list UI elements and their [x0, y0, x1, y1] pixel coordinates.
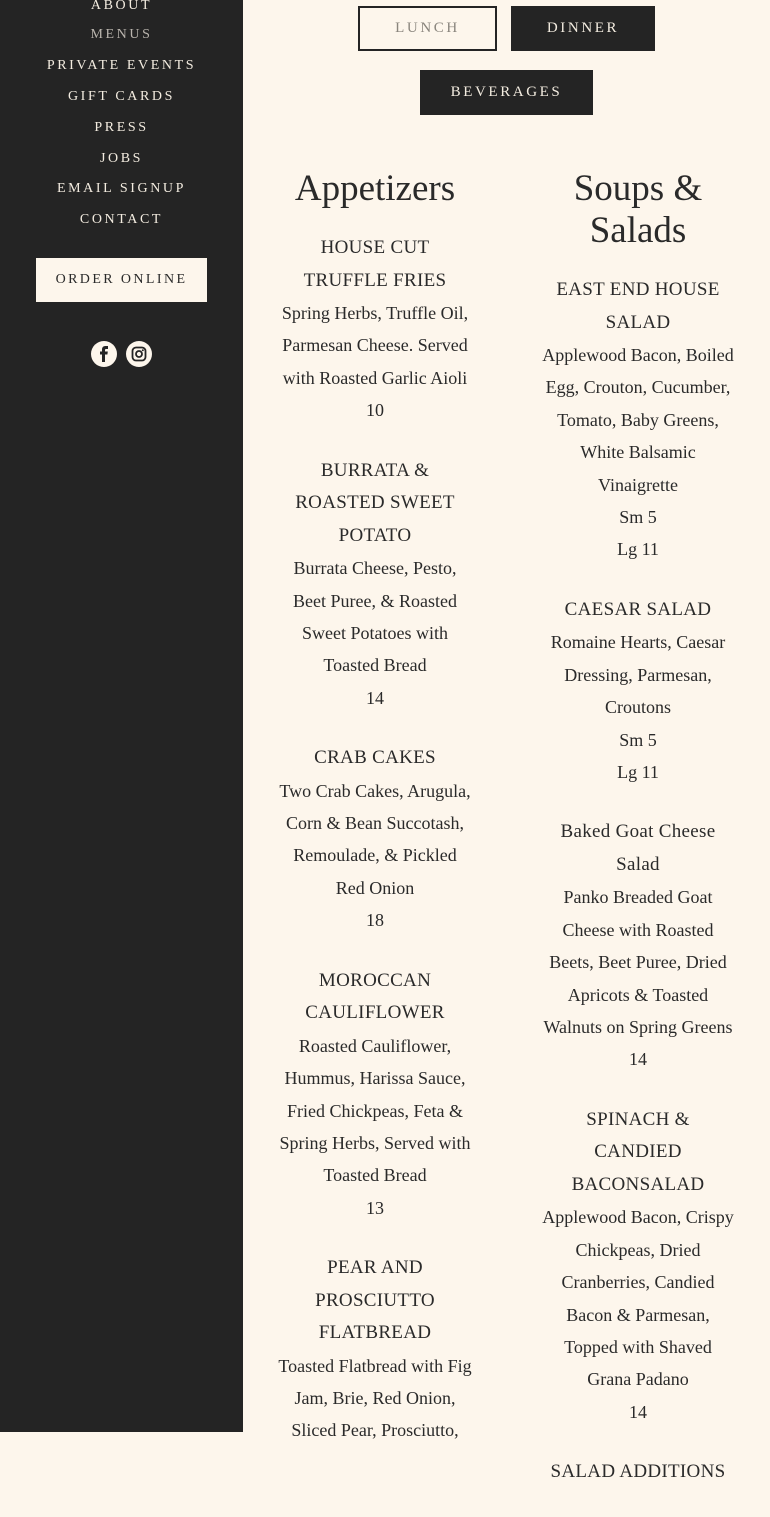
item-name: HOUSE CUT TRUFFLE FRIES — [303, 237, 447, 291]
nav-press[interactable]: PRESS — [94, 120, 149, 135]
item-name: EAST END HOUSE SALAD — [556, 279, 720, 333]
section-title: Appetizers — [294, 168, 456, 209]
menu-item — [540, 816, 736, 1075]
item-price-small: Sm 5 — [619, 729, 657, 750]
section-title: Soups & Salads — [573, 168, 703, 251]
nav-about[interactable]: ABOUT — [90, 0, 153, 13]
item-description: Toasted Flatbread with Fig Jam, Brie, Red Onion, Sliced Pear, Prosciutto, — [278, 1355, 472, 1441]
item-price-large: Lg 11 — [617, 539, 659, 560]
item-name: SPINACH & CANDIED BACONSALAD — [571, 1108, 705, 1195]
soups-salads-column — [540, 168, 736, 1517]
menu-item — [540, 1104, 736, 1428]
menu-item — [277, 742, 473, 937]
item-name: PEAR AND PROSCIUTTO FLATBREAD — [315, 1257, 435, 1344]
appetizers-column — [277, 168, 473, 1475]
instagram-icon[interactable] — [126, 341, 152, 367]
item-name: BURRATA & ROASTED SWEET POTATO — [295, 459, 455, 546]
item-name: SALAD ADDITIONS — [550, 1461, 726, 1483]
menu-item — [540, 274, 736, 566]
menu-item — [277, 1252, 473, 1447]
tab-beverages[interactable]: BEVERAGES — [420, 70, 593, 115]
sidebar — [0, 0, 243, 1432]
nav-menus[interactable]: MENUS — [90, 27, 153, 42]
menu-item — [540, 594, 736, 789]
item-price: 14 — [629, 1049, 647, 1070]
nav-gift-cards[interactable]: GIFT CARDS — [67, 89, 176, 104]
item-description: Panko Breaded Goat Cheese with Roasted Beets, Beet Puree, Dried Apricots & Toasted Walnuts on Spring Greens — [543, 887, 733, 1037]
nav-contact[interactable]: CONTACT — [79, 212, 164, 227]
item-price-small: Sm 5 — [619, 507, 657, 528]
tab-dinner[interactable]: DINNER — [511, 6, 655, 51]
item-name: CRAB CAKES — [314, 747, 436, 769]
tab-lunch[interactable]: LUNCH — [358, 6, 497, 51]
nav-jobs[interactable]: JOBS — [99, 151, 144, 166]
item-price: 10 — [366, 400, 384, 421]
nav-private-events[interactable]: PRIVATE EVENTS — [46, 58, 197, 73]
item-name: CAESAR SALAD — [564, 598, 712, 620]
item-price: 13 — [366, 1197, 384, 1218]
item-description: Applewood Bacon, Crispy Chickpeas, Dried Cranberries, Candied Bacon & Parmesan, Topped with Shaved Grana Padano — [542, 1207, 734, 1390]
item-description: Spring Herbs, Truffle Oil, Parmesan Cheese. Served with Roasted Garlic Aioli — [281, 303, 469, 388]
item-price: 14 — [366, 687, 384, 708]
item-price-large: Lg 11 — [617, 761, 659, 782]
item-name: MOROCCAN CAULIFLOWER — [305, 969, 445, 1024]
item-description: Two Crab Cakes, Arugula, Corn & Bean Succotash, Remoulade, & Pickled Red Onion — [279, 780, 471, 898]
order-online-button[interactable]: ORDER ONLINE — [36, 258, 207, 302]
item-description: Burrata Cheese, Pesto, Beet Puree, & Roasted Sweet Potatoes with Toasted Bread — [293, 558, 457, 676]
menu-item — [277, 455, 473, 715]
item-description: Romaine Hearts, Caesar Dressing, Parmesan, Croutons — [550, 632, 726, 718]
nav-email-signup[interactable]: EMAIL SIGNUP — [56, 181, 187, 196]
item-price: 14 — [629, 1401, 647, 1422]
item-description: Roasted Cauliflower, Hummus, Harissa Sauce, Fried Chickpeas, Feta & Spring Herbs, Served with Toasted Bread — [279, 1035, 471, 1186]
item-name: Baked Goat Cheese Salad — [560, 821, 716, 875]
item-description: Applewood Bacon, Boiled Egg, Crouton, Cucumber, Tomato, Baby Greens, White Balsamic Vinaigrette — [542, 345, 734, 495]
menu-item — [540, 1456, 736, 1489]
menu-item — [277, 965, 473, 1224]
item-price: 18 — [366, 910, 384, 931]
menu-item — [277, 232, 473, 427]
facebook-icon[interactable] — [91, 341, 117, 367]
